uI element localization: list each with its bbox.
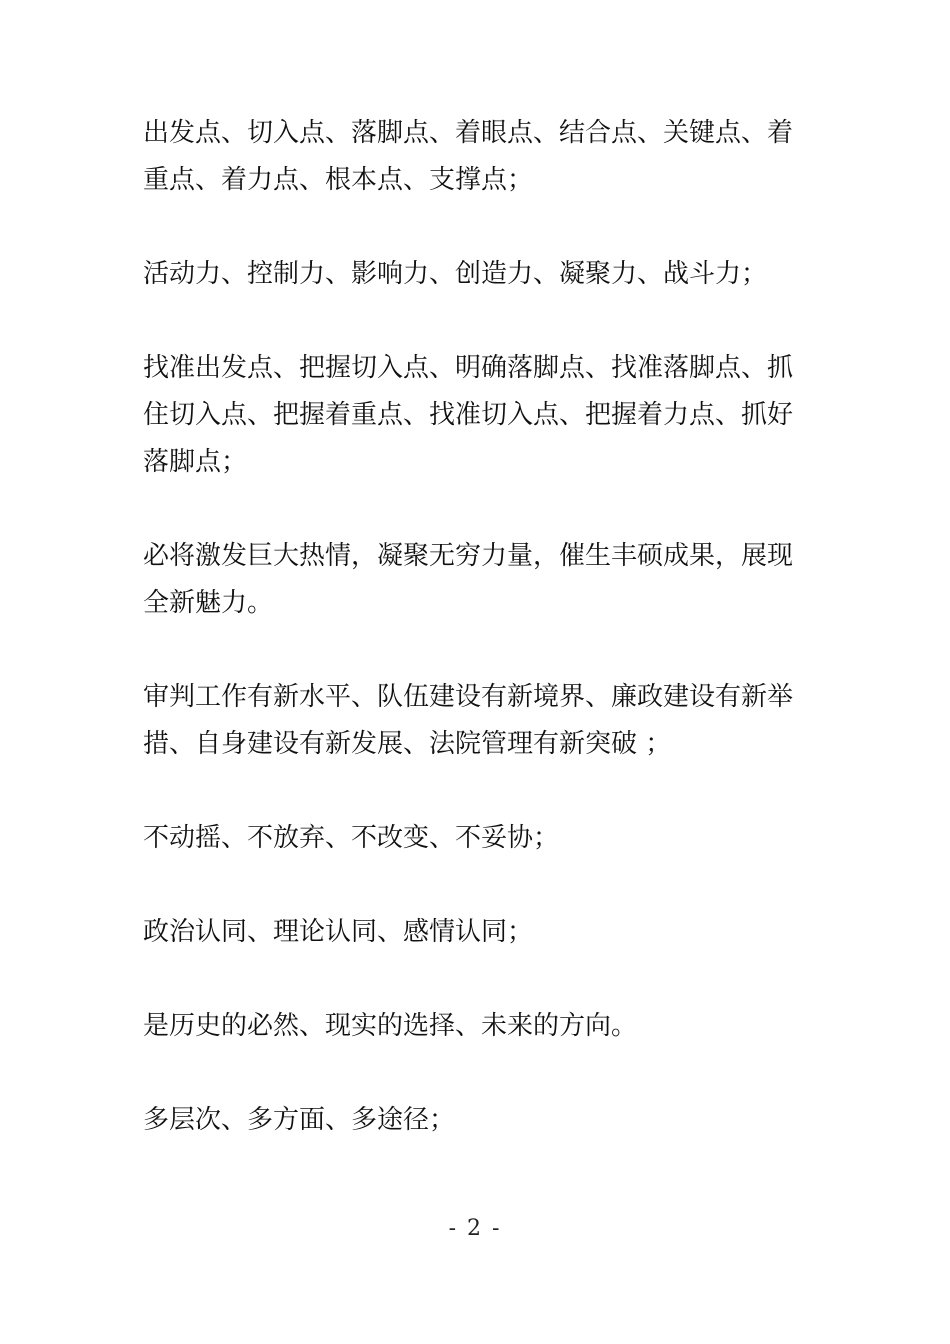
paragraph-gap <box>143 298 815 345</box>
paragraph-4: 必将激发巨大热情，凝聚无穷力量，催生丰硕成果，展现全新魅力。 <box>143 541 794 618</box>
paragraph-1: 出发点、切入点、落脚点、着眼点、结合点、关键点、着重点、着力点、根本点、支撑点； <box>143 118 794 195</box>
paragraph-gap <box>143 627 815 674</box>
paragraph-gap <box>143 862 815 909</box>
paragraph-5: 审判工作有新水平、队伍建设有新境界、廉政建设有新举措、自身建设有新发展、法院管理有新突破 ； <box>143 682 794 759</box>
paragraph-gap <box>143 1050 815 1097</box>
paragraph-6: 不动摇、不放弃、不改变、不妥协； <box>143 823 560 853</box>
paragraph-gap <box>143 956 815 1003</box>
paragraph-2: 活动力、控制力、影响力、创造力、凝聚力、战斗力； <box>143 259 768 289</box>
document-body <box>143 110 815 1144</box>
paragraph-8: 是历史的必然、现实的选择、未来的方向。 <box>143 1011 638 1041</box>
paragraph-3: 找准出发点、把握切入点、明确落脚点、找准落脚点、抓住切入点、把握着重点、找准切入点、把握着力点、抓好落脚点； <box>143 353 794 477</box>
paragraph-gap <box>143 204 815 251</box>
paragraph-9: 多层次、多方面、多途径； <box>143 1105 456 1135</box>
page-number: - 2 - <box>448 1216 502 1241</box>
paragraph-gap <box>143 768 815 815</box>
paragraph-7: 政治认同、理论认同、感情认同； <box>143 917 534 947</box>
paragraph-gap <box>143 486 815 533</box>
